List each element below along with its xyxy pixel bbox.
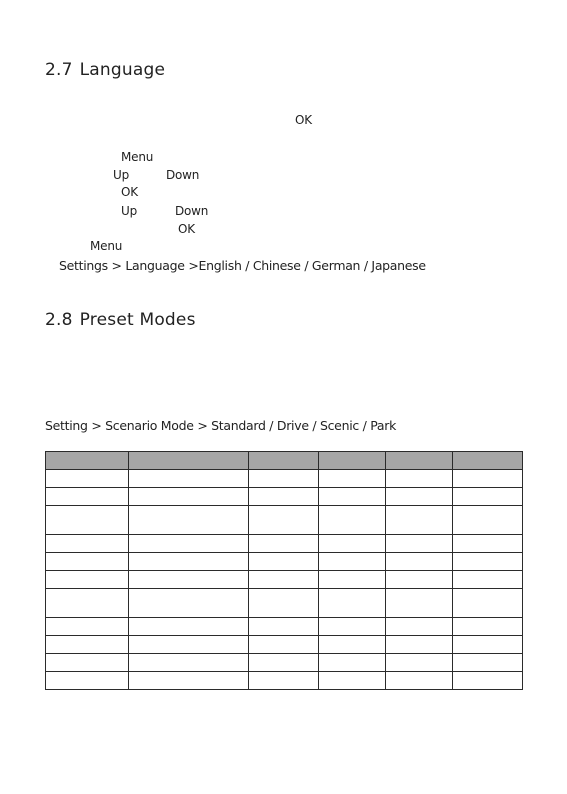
table-row xyxy=(46,618,523,636)
section-title: Language xyxy=(79,60,166,80)
table-cell xyxy=(453,470,523,488)
down-key-label: Down xyxy=(166,168,200,182)
table-cell xyxy=(129,654,249,672)
table-cell xyxy=(386,535,453,553)
table-cell xyxy=(319,672,386,690)
table-row xyxy=(46,672,523,690)
table-body xyxy=(46,470,523,690)
table-cell xyxy=(46,470,129,488)
menu-key-label: Menu xyxy=(90,239,123,253)
table-cell xyxy=(319,488,386,506)
table-cell xyxy=(453,488,523,506)
table-cell xyxy=(129,553,249,571)
up-key-label: Up xyxy=(113,168,130,182)
ok-key-label: OK xyxy=(178,222,195,236)
section-heading-preset-modes xyxy=(45,310,196,330)
table-cell xyxy=(386,589,453,618)
table-cell xyxy=(453,618,523,636)
scenario-mode-path: Setting > Scenario Mode > Standard / Drive / Scenic / Park xyxy=(45,418,397,433)
table-cell xyxy=(453,553,523,571)
table-row xyxy=(46,553,523,571)
table-cell xyxy=(249,618,319,636)
table-cell xyxy=(46,589,129,618)
table-cell xyxy=(386,654,453,672)
table-cell xyxy=(386,506,453,535)
table-row xyxy=(46,654,523,672)
table-cell xyxy=(129,636,249,654)
table-cell xyxy=(129,589,249,618)
menu-key-label: Menu xyxy=(121,150,154,164)
table-cell xyxy=(319,589,386,618)
table-cell xyxy=(129,488,249,506)
table-cell xyxy=(46,636,129,654)
table-cell xyxy=(386,672,453,690)
table-cell xyxy=(249,535,319,553)
table-cell xyxy=(453,506,523,535)
up-key-label: Up xyxy=(121,204,138,218)
table-cell xyxy=(453,535,523,553)
table-cell xyxy=(319,636,386,654)
table-cell xyxy=(129,535,249,553)
table-cell xyxy=(46,654,129,672)
table-cell xyxy=(319,470,386,488)
table-header-cell xyxy=(453,452,523,470)
table-cell xyxy=(453,636,523,654)
table-cell xyxy=(249,553,319,571)
table-cell xyxy=(249,488,319,506)
table-cell xyxy=(46,535,129,553)
table-cell xyxy=(453,571,523,589)
table-cell xyxy=(319,618,386,636)
table-cell xyxy=(453,589,523,618)
section-title: Preset Modes xyxy=(79,310,196,330)
table-cell xyxy=(386,470,453,488)
table-cell xyxy=(129,672,249,690)
table-cell xyxy=(319,535,386,553)
table-cell xyxy=(249,571,319,589)
table-cell xyxy=(386,488,453,506)
table-cell xyxy=(46,571,129,589)
ok-key-label: OK xyxy=(295,113,312,127)
table-cell xyxy=(453,672,523,690)
table-cell xyxy=(249,589,319,618)
table-cell xyxy=(129,618,249,636)
section-number: 2.7 xyxy=(45,60,73,80)
table-cell xyxy=(386,636,453,654)
section-heading-language xyxy=(45,60,165,80)
down-key-label: Down xyxy=(175,204,209,218)
table-cell xyxy=(46,618,129,636)
table-cell xyxy=(319,506,386,535)
table-cell xyxy=(249,672,319,690)
table-row xyxy=(46,470,523,488)
table-cell xyxy=(46,506,129,535)
table-cell xyxy=(129,571,249,589)
table-cell xyxy=(453,654,523,672)
ok-key-label: OK xyxy=(121,185,138,199)
table-header-cell xyxy=(46,452,129,470)
table-cell xyxy=(386,571,453,589)
table-row xyxy=(46,535,523,553)
table-cell xyxy=(46,488,129,506)
table-header-cell xyxy=(129,452,249,470)
table-cell xyxy=(249,654,319,672)
table-cell xyxy=(319,654,386,672)
table-cell xyxy=(386,553,453,571)
table-row xyxy=(46,571,523,589)
table-cell xyxy=(386,618,453,636)
table-cell xyxy=(249,506,319,535)
table-row xyxy=(46,506,523,535)
table-cell xyxy=(46,672,129,690)
language-settings-path: Settings > Language >English / Chinese / German / Japanese xyxy=(59,258,426,273)
preset-modes-table xyxy=(45,451,523,690)
table-cell xyxy=(319,571,386,589)
section-number: 2.8 xyxy=(45,310,73,330)
table-cell xyxy=(129,470,249,488)
table-header-row xyxy=(46,452,523,470)
table-cell xyxy=(129,506,249,535)
table-header-cell xyxy=(386,452,453,470)
table-row xyxy=(46,589,523,618)
table-cell xyxy=(319,553,386,571)
table-cell xyxy=(249,636,319,654)
table-row xyxy=(46,488,523,506)
table-header-cell xyxy=(319,452,386,470)
table-cell xyxy=(46,553,129,571)
table-cell xyxy=(249,470,319,488)
table-header-cell xyxy=(249,452,319,470)
table-row xyxy=(46,636,523,654)
